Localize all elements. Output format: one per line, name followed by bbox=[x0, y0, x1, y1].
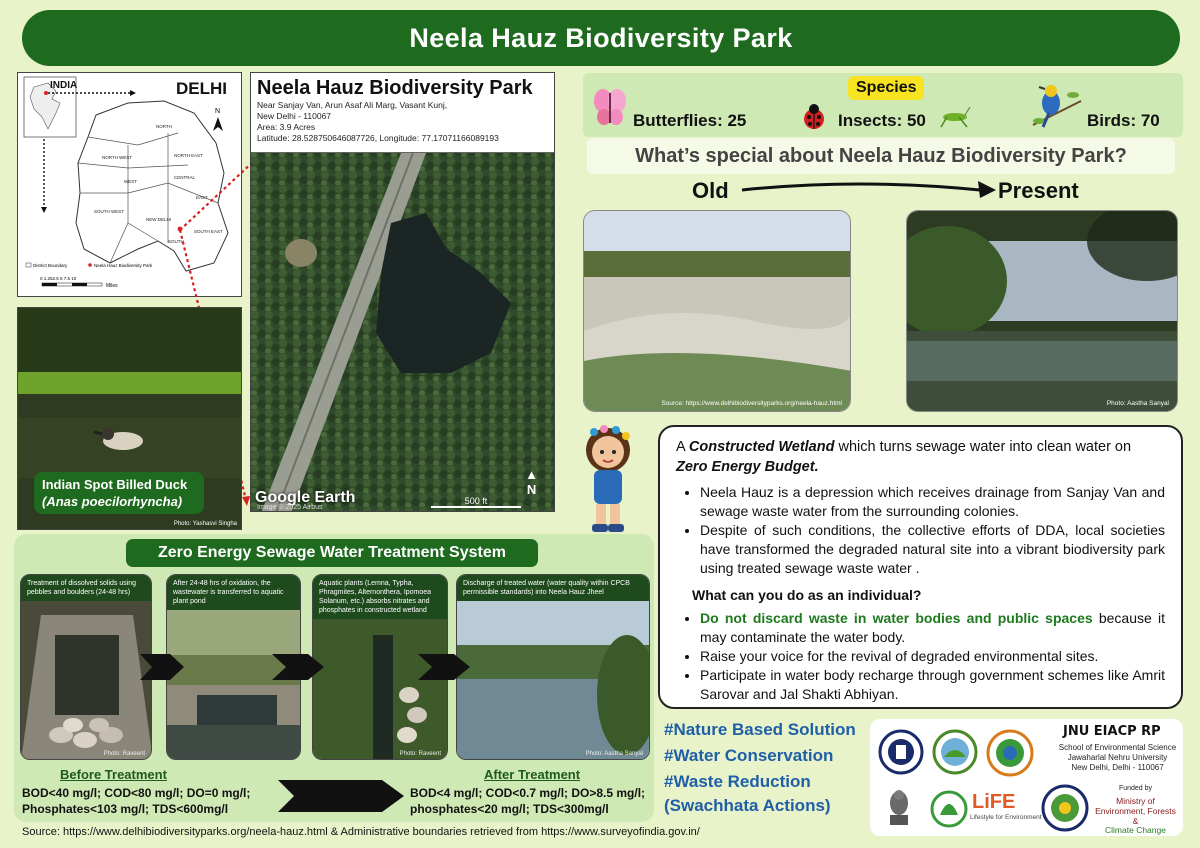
treatment-system-panel bbox=[14, 534, 654, 822]
funded-by-label: Funded by bbox=[1118, 785, 1153, 792]
girl-mascot-illustration bbox=[570, 420, 650, 535]
bird-count: Birds: 70 bbox=[1087, 111, 1160, 130]
legend-district: District Boundary bbox=[33, 263, 68, 268]
jnu-eiacp-title: JNU EIACP RP bbox=[1063, 724, 1161, 739]
bird-icon bbox=[1029, 81, 1085, 131]
treatment-step-4 bbox=[456, 574, 650, 760]
environment-info-logo bbox=[986, 729, 1034, 777]
park-area: Area: 3.9 Acres bbox=[257, 122, 316, 132]
park-info-title: Neela Hauz Biodiversity Park bbox=[257, 77, 533, 99]
ministry-name: Ministry of bbox=[1116, 796, 1155, 806]
jnu-emblem-logo bbox=[878, 729, 924, 775]
jnu-address-line: Jawaharlal Nehru University bbox=[1067, 753, 1168, 762]
photo-credit: Photo: Raveent bbox=[399, 751, 441, 757]
step-caption: After 24-48 hrs of oxidation, the wastewater is transferred to aquatic plant pond bbox=[167, 575, 300, 610]
life-tagline: Lifestyle for Environment bbox=[970, 814, 1042, 821]
district-label: SOUTH EAST bbox=[194, 229, 223, 234]
scale-unit: Miles bbox=[106, 283, 118, 289]
duck-caption bbox=[34, 472, 204, 514]
special-heading: What’s special about Neela Hauz Biodiversity Park? bbox=[587, 138, 1175, 174]
life-logo-text: LiFE bbox=[972, 791, 1016, 813]
present-site-image bbox=[907, 211, 1178, 412]
scale-bar: 500 ft bbox=[431, 496, 521, 508]
after-treatment-values bbox=[410, 785, 645, 817]
boulders-image bbox=[21, 575, 152, 760]
hashtag: (Swachhata Actions) bbox=[664, 796, 831, 815]
page-title: Neela Hauz Biodiversity Park bbox=[409, 22, 793, 53]
north-arrow-icon: ▲ bbox=[525, 467, 538, 482]
aerial-satellite-image bbox=[250, 72, 555, 512]
old-site-image bbox=[584, 211, 851, 412]
action-list bbox=[700, 609, 1165, 704]
jnu-address-line: New Delhi, Delhi - 110067 bbox=[1071, 763, 1164, 772]
jnu-address-line: School of Environmental Science bbox=[1058, 743, 1177, 752]
imagery-copyright: Image © 2025 Airbus bbox=[257, 504, 323, 511]
district-label: WEST bbox=[124, 179, 137, 184]
present-site-photo bbox=[906, 210, 1178, 412]
old-site-photo bbox=[583, 210, 851, 412]
after-treatment-heading: After Treatment bbox=[484, 767, 581, 782]
park-coordinates: Latitude: 28.528750646087726, Longitude: 77.17071166089193 bbox=[257, 133, 499, 143]
before-values-line: BOD<40 mg/l; COD<80 mg/l; DO=0 mg/l; bbox=[22, 786, 251, 800]
national-emblem-icon bbox=[884, 785, 914, 829]
list-item: • Neela Hauz is a depression which receives drainage from Sanjay Van and sewage waste water from the surrounding colonies. bbox=[700, 483, 1165, 521]
duck-scientific-name: (Anas poecilorhyncha) bbox=[42, 494, 183, 509]
after-values-line: BOD<4 mg/l; COD<0.7 mg/l; DO>8.5 mg/l; bbox=[410, 786, 646, 800]
individual-action-question: What can you do as an individual? bbox=[692, 587, 922, 603]
wetland-info-box bbox=[658, 425, 1183, 709]
butterfly-icon bbox=[593, 87, 627, 127]
park-address: Near Sanjay Van, Arun Asaf Ali Marg, Vasant Kunj, bbox=[257, 100, 448, 110]
legend-park: Neela Hauz Biodiversity Park bbox=[94, 263, 153, 268]
park-address: New Delhi - 110067 bbox=[257, 111, 332, 121]
species-panel bbox=[583, 73, 1183, 137]
list-item: • Participate in water body recharge through government schemes like Amrit Sarovar and Jal Shakti Abhiyan. bbox=[700, 666, 1165, 704]
wetland-facts-list bbox=[700, 483, 1165, 578]
north-label: N bbox=[526, 482, 537, 497]
ministry-name: Environment, Forests bbox=[1095, 806, 1176, 816]
hashtag: #Nature Based Solution bbox=[664, 720, 856, 739]
before-after-arrow-icon bbox=[278, 780, 404, 812]
neela-hauz-jheel-image bbox=[457, 575, 650, 760]
park-info-box bbox=[251, 73, 555, 153]
step-caption: Aquatic plants (Lemna, Typha, Phragmites, Alternonthera, Ipomoea Solanum, etc.) absorbs nitrates and phosphates in constructed wetland bbox=[313, 575, 447, 619]
district-label: NORTH bbox=[156, 124, 172, 129]
treatment-step-1 bbox=[20, 574, 152, 760]
north-indicator bbox=[525, 467, 538, 497]
eiacp-logo bbox=[932, 729, 978, 775]
partner-logos-panel bbox=[870, 719, 1183, 836]
grasshopper-icon bbox=[939, 105, 971, 129]
duck-photo bbox=[17, 307, 242, 530]
butterfly-count: Butterflies: 25 bbox=[633, 111, 747, 130]
timeline-arrow bbox=[740, 178, 1000, 202]
delhi-label: DELHI bbox=[176, 79, 227, 98]
photo-credit: Photo: Raveent bbox=[103, 751, 145, 757]
ministry-name: Climate Change bbox=[1105, 825, 1166, 835]
step-arrow-icon bbox=[418, 654, 470, 680]
photo-credit: Photo: Aastha Sanyal bbox=[585, 751, 643, 757]
after-values-line: phosphates<20 mg/l; TDS<300mg/l bbox=[410, 802, 609, 816]
list-item: • Do not discard waste in water bodies and public spaces because it may contaminate the water body. bbox=[700, 609, 1165, 647]
hashtag: #Water Conservation bbox=[664, 746, 834, 765]
ministry-name: & bbox=[1132, 816, 1139, 826]
photo-credit: Photo: Aastha Sanyal bbox=[1106, 400, 1169, 407]
life-mission-logo bbox=[930, 789, 968, 829]
before-treatment-values bbox=[22, 785, 250, 817]
step-caption: Treatment of dissolved solids using pebbles and boulders (24-48 hrs) bbox=[21, 575, 151, 601]
district-label: CENTRAL bbox=[174, 175, 196, 180]
wetland-intro: A Constructed Wetland which turns sewage water into clean water on Zero Energy Budget. bbox=[676, 439, 1132, 475]
district-label: SOUTH WEST bbox=[94, 209, 124, 214]
source-footer: Source: https://www.delhibiodiversityparks.org/neela-hauz.html & Administrative boundaries retrieved from https://www.surveyofindia.gov.in/ bbox=[22, 826, 700, 838]
duck-common-name: Indian Spot Billed Duck bbox=[42, 477, 188, 492]
treatment-title: Zero Energy Sewage Water Treatment System bbox=[126, 539, 538, 567]
district-label: SOUTH bbox=[168, 239, 184, 244]
before-treatment-heading: Before Treatment bbox=[60, 767, 167, 782]
step-arrow-icon bbox=[140, 654, 184, 680]
insect-count: Insects: 50 bbox=[838, 111, 926, 130]
photo-credit: Source: https://www.delhibiodiversityparks.org/neela-hauz.html bbox=[661, 400, 842, 407]
ladybug-icon bbox=[799, 103, 829, 133]
step-caption: Discharge of treated water (water quality within CPCB permissible standards) into Neela Hauz Jheel bbox=[457, 575, 649, 601]
old-label: Old bbox=[692, 178, 729, 203]
district-label: NORTH EAST bbox=[174, 153, 203, 158]
photo-credit: Photo: Yashasvi Singha bbox=[173, 521, 237, 527]
list-item: • Raise your voice for the revival of degraded environmental sites. bbox=[700, 647, 1165, 666]
moefcc-logo bbox=[1040, 783, 1090, 833]
district-label: NORTH WEST bbox=[102, 155, 133, 160]
google-earth-logo: Google Earth bbox=[255, 489, 356, 506]
list-item: • Despite of such conditions, the collective efforts of DDA, local societies have transformed the degraded natural site into a vibrant biodiversity park using treated sewage waste water . bbox=[700, 521, 1165, 578]
before-values-line: Phosphates<103 mg/l; TDS<600mg/l bbox=[22, 802, 229, 816]
district-label: NEW DELHI bbox=[146, 217, 172, 222]
north-label: N bbox=[215, 108, 221, 115]
hashtag: #Waste Reduction bbox=[664, 772, 811, 791]
district-label: EAST bbox=[196, 195, 208, 200]
india-label: INDIA bbox=[50, 80, 78, 91]
present-label: Present bbox=[998, 178, 1079, 203]
species-badge: Species bbox=[848, 76, 924, 100]
step-arrow-icon bbox=[272, 654, 324, 680]
scale-label: 0 1.252.5 5 7.5 10 bbox=[40, 276, 77, 281]
